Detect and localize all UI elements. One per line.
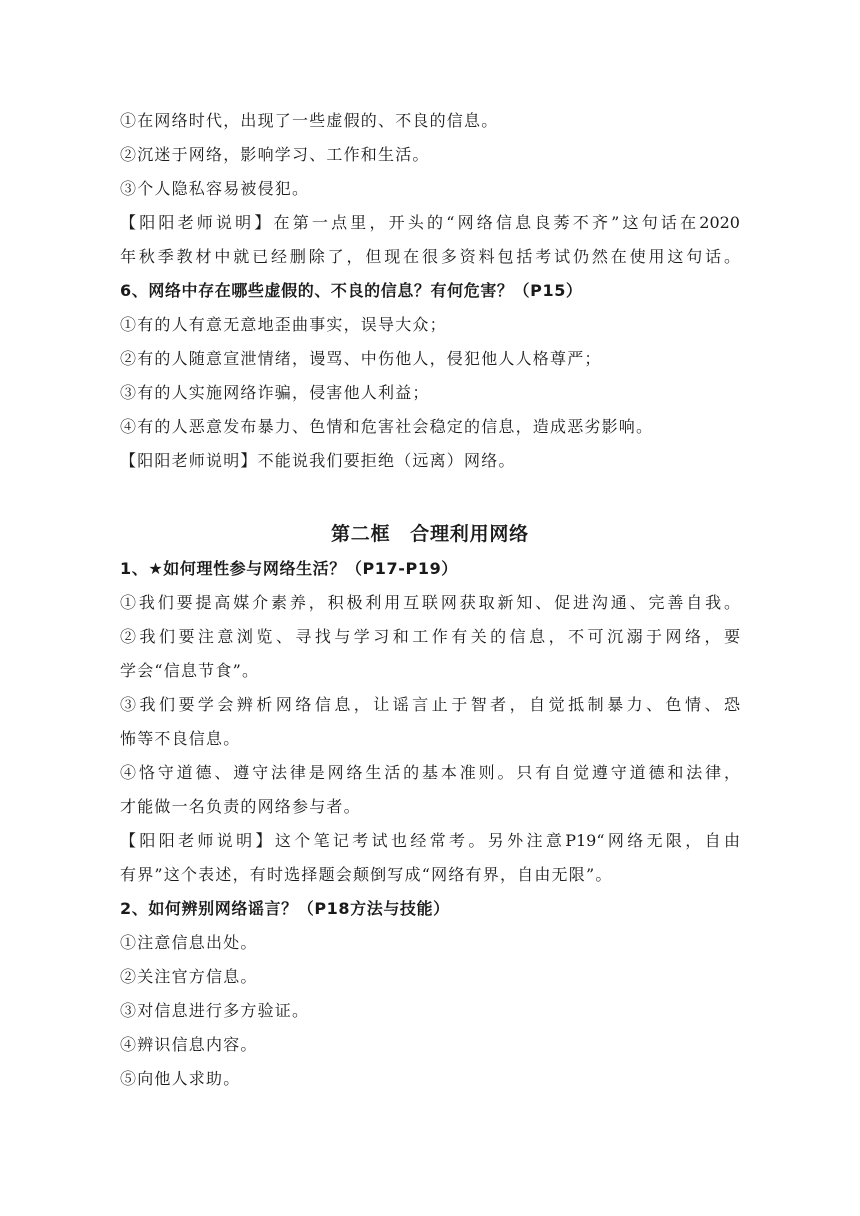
list-item: ②我们要注意浏览、寻找与学习和工作有关的信息，不可沉溺于网络，要 — [120, 627, 740, 646]
list-item: ①注意信息出处。 — [120, 933, 258, 952]
teacher-note: 有界”这个表述，有时选择题会颠倒写成“网络有界，自由无限”。 — [120, 865, 613, 884]
teacher-note: 【阳阳老师说明】这个笔记考试也经常考。另外注意P19“网络无限，自由 — [120, 831, 740, 850]
list-item: ④恪守道德、遵守法律是网络生活的基本准则。只有自觉遵守道德和法律， — [120, 763, 740, 782]
teacher-note: 【阳阳老师说明】在第一点里，开头的“网络信息良莠不齐”这句话在2020 — [120, 213, 740, 232]
section-gap — [120, 478, 740, 516]
list-item: ①在网络时代，出现了一些虚假的、不良的信息。 — [120, 111, 499, 130]
list-item: ①我们要提高媒介素养，积极利用互联网获取新知、促进沟通、完善自我。 — [120, 593, 740, 612]
list-item: ①有的人有意无意地歪曲事实，误导大众； — [120, 315, 447, 334]
document-page — [120, 104, 740, 1096]
list-item: ③我们要学会辨析网络信息，让谣言止于智者，自觉抵制暴力、色情、恐 — [120, 695, 740, 714]
question-title: 6、网络中存在哪些虚假的、不良的信息？有何危害？（P15） — [120, 281, 583, 300]
teacher-note: 【阳阳老师说明】不能说我们要拒绝（远离）网络。 — [120, 451, 516, 470]
list-item: ④有的人恶意发布暴力、色情和危害社会稳定的信息，造成恶劣影响。 — [120, 417, 654, 436]
list-item: ④辨识信息内容。 — [120, 1035, 258, 1054]
list-item: ③有的人实施网络诈骗，侵害他人利益； — [120, 383, 430, 402]
list-item: ③对信息进行多方验证。 — [120, 1001, 310, 1020]
list-item: ③个人隐私容易被侵犯。 — [120, 179, 310, 198]
list-item: ②有的人随意宣泄情绪，谩骂、中伤他人，侵犯他人人格尊严； — [120, 349, 602, 368]
teacher-note: 年秋季教材中就已经删除了，但现在很多资料包括考试仍然在使用这句话。 — [120, 247, 740, 266]
section-heading: 第二框 合理利用网络 — [330, 523, 529, 545]
list-item: 学会“信息节食”。 — [120, 661, 260, 680]
list-item: ⑤向他人求助。 — [120, 1069, 241, 1088]
list-item: 怖等不良信息。 — [120, 729, 241, 748]
list-item: ②关注官方信息。 — [120, 967, 258, 986]
question-title: 1、★如何理性参与网络生活？（P17-P19） — [120, 559, 458, 578]
list-item: 才能做一名负责的网络参与者。 — [120, 797, 361, 816]
list-item: ②沉迷于网络，影响学习、工作和生活。 — [120, 145, 430, 164]
question-title: 2、如何辨别网络谣言？（P18方法与技能） — [120, 899, 450, 918]
